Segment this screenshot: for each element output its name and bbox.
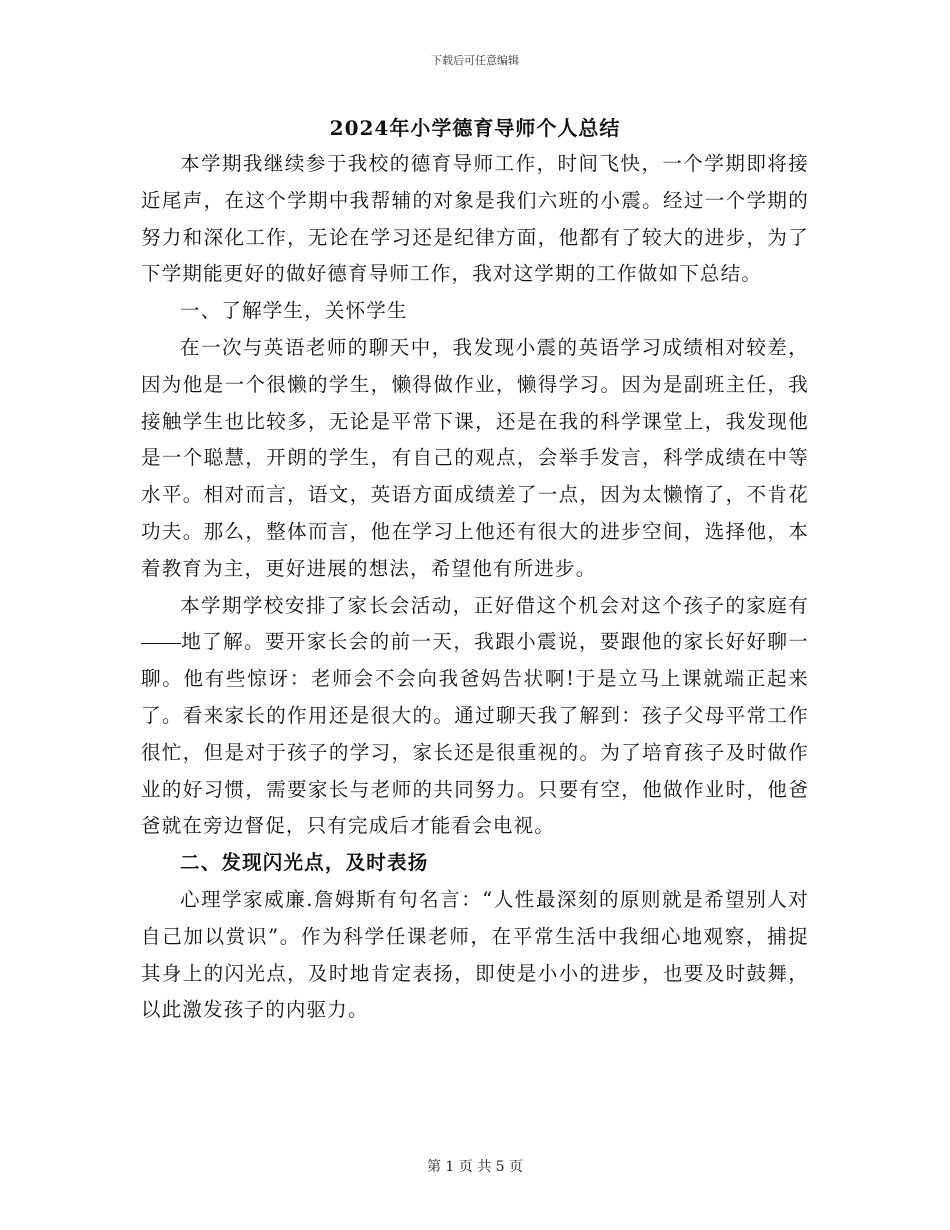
document-title: 2024年小学德育导师个人总结 — [329, 116, 621, 140]
section-1-heading: 一、了解学生，关怀学生 — [180, 299, 408, 323]
page-number: 第 1 页 共 5 页 — [426, 1159, 524, 1175]
section-1-paragraph-1: 在一次与英语老师的聊天中，我发现小震的英语学习成绩相对较差，因为他是一个很懒的学生，懒得做作业，懒得学习。因为是副班主任，我接触学生也比较多，无论是平常下课，还是在我的科学课堂上，我发现他是一个聪慧，开朗的学生，有自己的观点，会举手发言，科学成绩在中等水平。相对而言，语文，英语方面成绩差了一点，因为太懒惰了，不肯花功夫。那么，整体而言，他在学习上他还有很大的进步空间，选择他，本着教育为主，更好进展的想法，希望他有所进步。 — [141, 335, 809, 580]
intro-paragraph: 本学期我继续参于我校的德育导师工作，时间飞快，一个学期即将接近尾声，在这个学期中我帮辅的对象是我们六班的小震。经过一个学期的努力和深化工作，无论在学习还是纪律方面，他都有了较大的进步，为了下学期能更好的做好德育导师工作，我对这学期的工作做如下总结。 — [141, 152, 809, 286]
paragraph-text-after-blank: 地了解。要开家长会的前一天，我跟小震说，要跟他的家长好好聊一聊。他有些惊讶：老师会不会向我爸妈告状啊!于是立马上课就端正起来了。看来家长的作用还是很大的。通过聊天我了解到：孩子父母平常工作很忙，但是对于孩子的学习，家长还是很重视的。为了培育孩子及时做作业的好习惯，需要家长与老师的共同努力。只要有空，他做作业时，他爸爸就在旁边督促，只有完成后才能看会电视。 — [141, 630, 809, 838]
paragraph-text-before-blank: 本学期学校安排了家长会活动，正好借这个机会对这个孩子的家庭有 — [180, 593, 809, 617]
section-1-paragraph-2 — [141, 588, 809, 846]
fill-in-blank — [141, 642, 181, 644]
document-body — [141, 112, 809, 1029]
page-header-note: 下载后可任意编辑 — [431, 54, 519, 67]
section-2-heading: 二、发现闪光点，及时表扬 — [180, 851, 429, 875]
section-2-paragraph-1: 心理学家威廉.詹姆斯有句名言：“人性最深刻的原则就是希望别人对自己加以赏识”。作为科学任课老师，在平常生活中我细心地观察，捕捉其身上的闪光点，及时地肯定表扬，即使是小小的进步，也要及时鼓舞，以此激发孩子的内驱力。 — [141, 887, 809, 1022]
